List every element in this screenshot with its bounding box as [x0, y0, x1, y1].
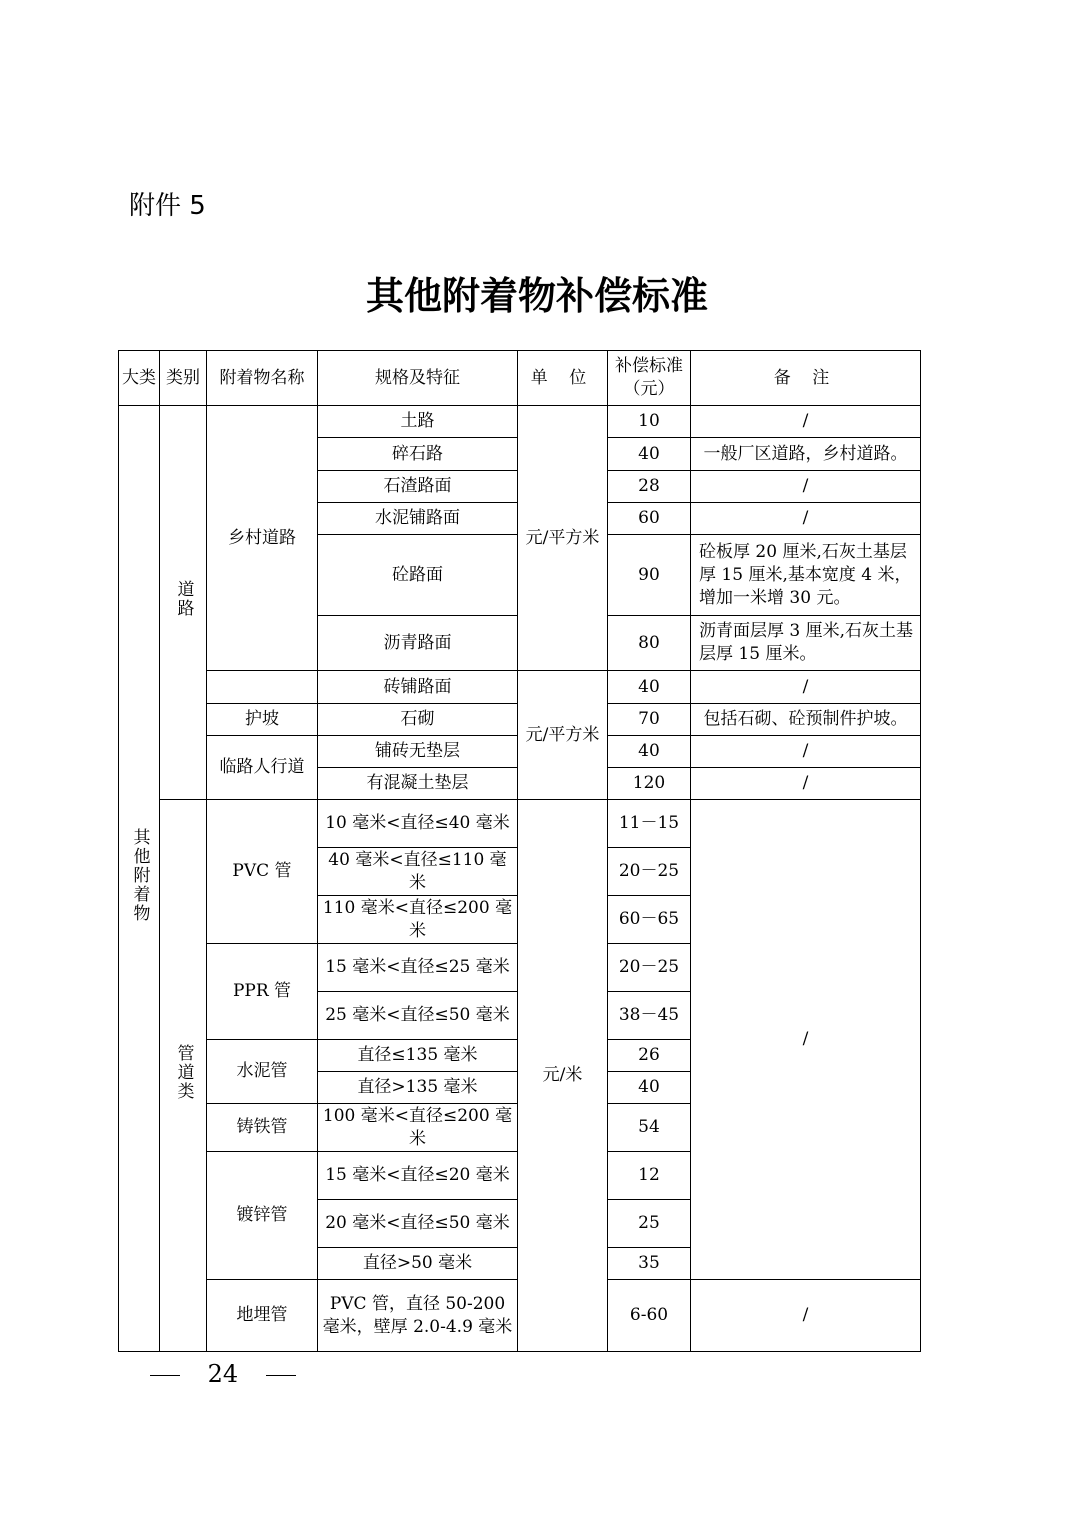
spec-cell: 15 毫米<直径≤20 毫米: [318, 1152, 518, 1200]
galvanized-pipe-name: 镀锌管: [207, 1152, 318, 1280]
value-cell: 60－65: [608, 896, 691, 944]
header-name: 附着物名称: [207, 351, 318, 406]
page-title: 其他附着物补偿标准: [365, 273, 708, 318]
value-cell: 20－25: [608, 848, 691, 896]
spec-cell: 水泥铺路面: [318, 503, 518, 535]
value-cell: 6-60: [608, 1280, 691, 1352]
value-cell: 40: [608, 438, 691, 471]
compensation-table: [118, 350, 921, 1352]
spec-cell: PVC 管，直径 50-200 毫米，壁厚 2.0-4.9 毫米: [318, 1280, 518, 1352]
cast-iron-pipe-name: 铸铁管: [207, 1104, 318, 1152]
spec-cell: 石砌: [318, 704, 518, 736]
spec-cell: 100 毫米<直径≤200 毫米: [318, 1104, 518, 1152]
value-cell: 25: [608, 1200, 691, 1248]
header-major: 大类: [119, 351, 160, 406]
value-cell: 35: [608, 1248, 691, 1280]
table-row: [119, 800, 921, 848]
spec-cell: 直径>50 毫米: [318, 1248, 518, 1280]
pipe-category: 管道类: [173, 1043, 194, 1101]
value-cell: 80: [608, 616, 691, 671]
page-number: 24: [207, 1360, 239, 1388]
value-cell: 11－15: [608, 800, 691, 848]
remark-cell: 包括石砌、砼预制件护坡。: [691, 704, 921, 736]
remark-cell: /: [691, 471, 921, 503]
spec-cell: 铺砖无垫层: [318, 736, 518, 768]
remark-cell: /: [691, 1280, 921, 1352]
value-cell: 26: [608, 1040, 691, 1072]
value-cell: 60: [608, 503, 691, 535]
spec-cell: 碎石路: [318, 438, 518, 471]
spec-cell: 直径>135 毫米: [318, 1072, 518, 1104]
value-cell: 90: [608, 535, 691, 616]
remark-cell: /: [691, 800, 921, 1280]
remark-cell: /: [691, 736, 921, 768]
spec-cell: 沥青路面: [318, 616, 518, 671]
value-cell: 40: [608, 671, 691, 704]
spec-cell: 石渣路面: [318, 471, 518, 503]
remark-cell: /: [691, 406, 921, 438]
remark-cell: /: [691, 768, 921, 800]
spec-cell: 25 毫米<直径≤50 毫米: [318, 992, 518, 1040]
village-road-name: 乡村道路: [207, 406, 318, 671]
value-cell: 70: [608, 704, 691, 736]
spec-cell: 砖铺路面: [318, 671, 518, 704]
spec-cell: 40 毫米<直径≤110 毫米: [318, 848, 518, 896]
unit-cell: 元/平方米: [518, 406, 608, 671]
ppr-name: PPR 管: [207, 944, 318, 1040]
page-footer: [150, 1358, 296, 1390]
value-cell: 40: [608, 736, 691, 768]
pvc-name: PVC 管: [207, 800, 318, 944]
value-cell: 40: [608, 1072, 691, 1104]
buried-pipe-name: 地埋管: [207, 1280, 318, 1352]
village-road-name-blank: [207, 671, 318, 704]
spec-cell: 有混凝土垫层: [318, 768, 518, 800]
major-category: 其他附着物: [129, 827, 150, 923]
attachment-label: 附件 5: [129, 191, 206, 221]
remark-cell: 沥青面层厚 3 厘米,石灰土基层厚 15 厘米。: [691, 616, 921, 671]
footer-dash-right: [266, 1375, 296, 1376]
header-category: 类别: [160, 351, 207, 406]
unit-cell: 元/平方米: [518, 671, 608, 800]
spec-cell: 15 毫米<直径≤25 毫米: [318, 944, 518, 992]
road-category-cell: [160, 406, 207, 800]
cement-pipe-name: 水泥管: [207, 1040, 318, 1104]
unit-cell: 元/米: [518, 800, 608, 1352]
spec-cell: 20 毫米<直径≤50 毫米: [318, 1200, 518, 1248]
value-cell: 10: [608, 406, 691, 438]
remark-cell: /: [691, 671, 921, 704]
footer-dash-left: [150, 1375, 180, 1376]
table-header-row: [119, 351, 921, 406]
pipe-category-cell: [160, 800, 207, 1352]
value-cell: 120: [608, 768, 691, 800]
value-cell: 12: [608, 1152, 691, 1200]
value-cell: 20－25: [608, 944, 691, 992]
value-cell: 38－45: [608, 992, 691, 1040]
spec-cell: 直径≤135 毫米: [318, 1040, 518, 1072]
remark-cell: /: [691, 503, 921, 535]
spec-cell: 砼路面: [318, 535, 518, 616]
table-row: [119, 406, 921, 438]
header-spec: 规格及特征: [318, 351, 518, 406]
header-remark: 备 注: [691, 351, 921, 406]
header-unit: 单 位: [518, 351, 608, 406]
header-standard: 补偿标准（元）: [608, 351, 691, 406]
table-row: [119, 671, 921, 704]
spec-cell: 110 毫米<直径≤200 毫米: [318, 896, 518, 944]
slope-name: 护坡: [207, 704, 318, 736]
remark-cell: 砼板厚 20 厘米,石灰土基层厚 15 厘米,基本宽度 4 米，增加一米增 30 元。: [691, 535, 921, 616]
road-category: 道路: [173, 580, 194, 618]
remark-cell: 一般厂区道路，乡村道路。: [691, 438, 921, 471]
value-cell: 54: [608, 1104, 691, 1152]
spec-cell: 土路: [318, 406, 518, 438]
major-category-cell: [119, 406, 160, 1352]
value-cell: 28: [608, 471, 691, 503]
spec-cell: 10 毫米<直径≤40 毫米: [318, 800, 518, 848]
sidewalk-name: 临路人行道: [207, 736, 318, 800]
